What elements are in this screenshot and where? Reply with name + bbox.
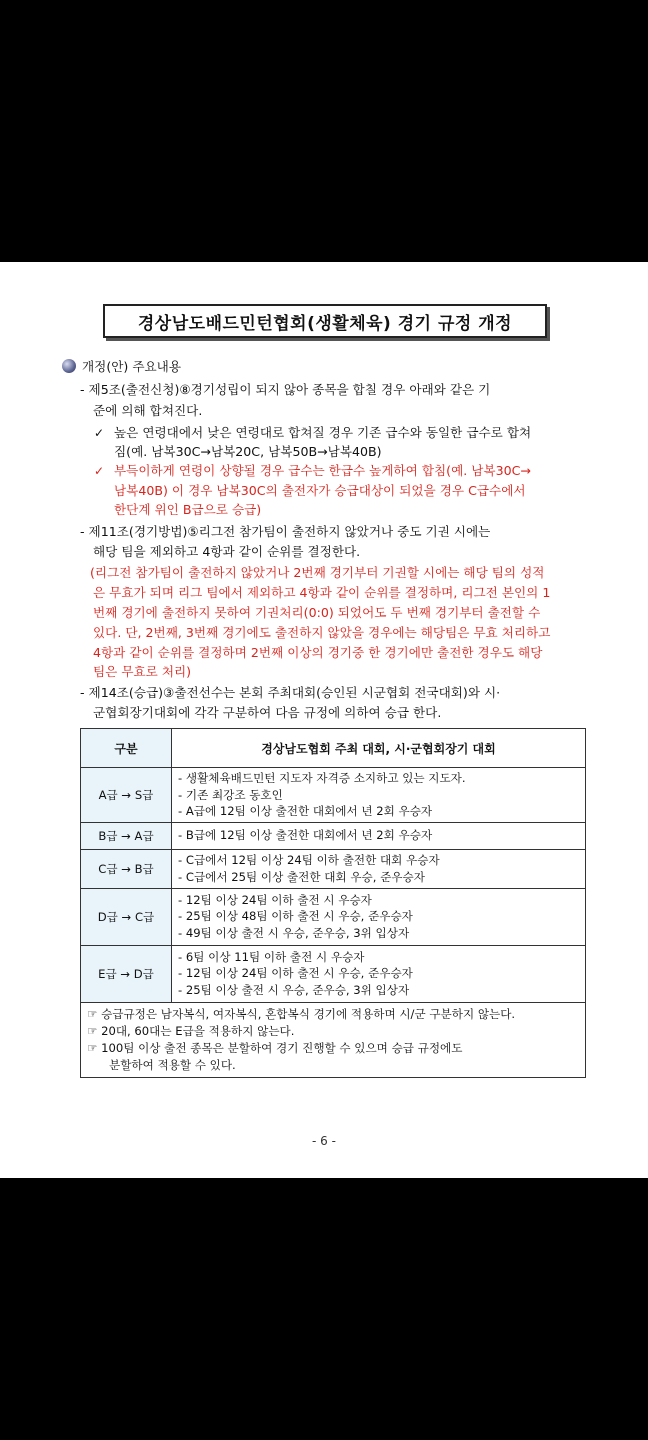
table-row xyxy=(81,768,586,823)
header-category: 구분 xyxy=(81,729,172,768)
article5-line2: 준에 의해 합쳐진다. xyxy=(93,403,203,418)
grade-cell: D급 → C급 xyxy=(81,888,172,945)
criteria-item: - 12팀 이상 24팀 이하 출전 시 우승자 xyxy=(178,892,372,907)
sphere-bullet-icon xyxy=(62,359,76,373)
article11-line2: 해당 팀을 제외하고 4항과 같이 순위를 결정한다. xyxy=(93,544,361,559)
criteria-item: - 12팀 이상 24팀 이하 출전 시 우승, 준우승자 xyxy=(178,966,413,981)
grade-cell: E급 → D급 xyxy=(81,945,172,1002)
criteria-cell xyxy=(172,822,586,849)
page-number: - 6 - xyxy=(312,1134,336,1148)
checkmark-red-icon: ✓ xyxy=(94,464,105,478)
grade-cell: A급 → S급 xyxy=(81,768,172,823)
article5-sub1-line1: 높은 연령대에서 낮은 연령대로 합쳐질 경우 기존 급수와 동일한 급수로 합쳐 xyxy=(114,425,532,440)
document-title-text: 경상남도배드민턴협회(생활체육) 경기 규정 개정 xyxy=(137,313,513,334)
grade-cell: B급 → A급 xyxy=(81,822,172,849)
article11-line1: - 제11조(경기방법)⑤리그전 참가팀이 출전하지 않았거나 중도 기권 시에는 xyxy=(80,524,491,539)
article11-note-line: 은 무효가 되며 리그 팀에서 제외하고 4항과 같이 순위를 결정하며, 리그전 본인의 1 xyxy=(93,585,551,600)
document-page xyxy=(0,262,648,1178)
criteria-item: - A급에 12팀 이상 출전한 대회에서 년 2회 우승자 xyxy=(178,804,433,818)
criteria-item: - B급에 12팀 이상 출전한 대회에서 년 2회 우승자 xyxy=(178,828,433,843)
criteria-cell xyxy=(172,768,586,823)
article5-sub2-line2: 남복40B) 이 경우 남복30C의 출전자가 승급대상이 되었을 경우 C급수에서 xyxy=(114,483,526,498)
promotion-rules-table xyxy=(80,728,586,1078)
section-heading: 개정(안) 주요내용 xyxy=(82,359,181,374)
note-line: ☞ 20대, 60대는 E급을 적용하지 않는다. xyxy=(87,1023,295,1038)
checkmark-icon: ✓ xyxy=(94,426,105,440)
article14-line1: - 제14조(승급)③출전선수는 본회 주최대회(승인된 시군협회 전국대회)와 시· xyxy=(80,685,501,700)
table-notes-row xyxy=(81,1002,586,1077)
article14-line2: 군협회장기대회에 각각 구분하여 다음 규정에 의하여 승급 한다. xyxy=(93,705,442,720)
criteria-cell xyxy=(172,888,586,945)
table-row xyxy=(81,849,586,888)
table-row xyxy=(81,822,586,849)
criteria-item: - 생활체육배드민턴 지도자 자격증 소지하고 있는 지도자. xyxy=(178,771,466,785)
article5-sub1-line2: 짐(예. 남복30C→남복20C, 남복50B→남복40B) xyxy=(114,444,382,459)
document-title xyxy=(103,304,547,338)
article11-note-line: 번째 경기에 출전하지 못하여 기권처리(0:0) 되었어도 두 번째 경기부터 출전할 수 xyxy=(93,605,541,620)
criteria-item: - C급에서 25팀 이상 출전한 대회 우승, 준우승자 xyxy=(178,869,425,884)
criteria-cell xyxy=(172,945,586,1002)
notes-cell xyxy=(81,1002,586,1077)
table-row xyxy=(81,945,586,1002)
note-line: ☞ 승급규정은 남자복식, 여자복식, 혼합복식 경기에 적용하며 시/군 구분하지 않는다. xyxy=(87,1006,516,1021)
article5-sub2-line1: 부득이하게 연령이 상향될 경우 급수는 한급수 높게하여 합침(예. 남복30C→ xyxy=(114,463,531,478)
criteria-item: - 기존 최강조 동호인 xyxy=(178,787,283,802)
header-tournament: 경상남도협회 주최 대회, 시·군협회장기 대회 xyxy=(172,729,586,768)
criteria-item: - 25팀 이상 48팀 이하 출전 시 우승, 준우승자 xyxy=(178,909,413,924)
note-line: 분할하여 적용할 수 있다. xyxy=(109,1057,236,1072)
article11-note-line: 팀은 무효로 처리) xyxy=(93,664,192,679)
article11-note-line: (리그전 참가팀이 출전하지 않았거나 2번째 경기부터 기권할 시에는 해당 팀의 성적 xyxy=(90,565,545,580)
table-header-row xyxy=(81,729,586,768)
criteria-item: - C급에서 12팀 이상 24팀 이하 출전한 대회 우승자 xyxy=(178,853,440,867)
article11-note-line: 있다. 단, 2번째, 3번째 경기에도 출전하지 않았을 경우에는 해당팀은 무효 처리하고 xyxy=(93,625,551,640)
article5-sub2-line3: 한단계 위인 B급으로 승급) xyxy=(114,502,262,517)
article11-note-line: 4항과 같이 순위를 결정하며 2번째 이상의 경기중 한 경기에만 출전한 경우도 해당 xyxy=(93,645,543,660)
criteria-item: - 49팀 이상 출전 시 우승, 준우승, 3위 입상자 xyxy=(178,925,410,940)
article5-line1: - 제5조(출전신청)⑧경기성립이 되지 않아 종목을 합칠 경우 아래와 같은 기 xyxy=(80,382,491,397)
table-row xyxy=(81,888,586,945)
note-line: ☞ 100팀 이상 출전 종목은 분할하여 경기 진행할 수 있으며 승급 규정에도 xyxy=(87,1040,463,1055)
grade-cell: C급 → B급 xyxy=(81,849,172,888)
criteria-item: - 25팀 이상 출전 시 우승, 준우승, 3위 입상자 xyxy=(178,982,410,997)
criteria-cell xyxy=(172,849,586,888)
criteria-item: - 6팀 이상 11팀 이하 출전 시 우승자 xyxy=(178,949,365,964)
